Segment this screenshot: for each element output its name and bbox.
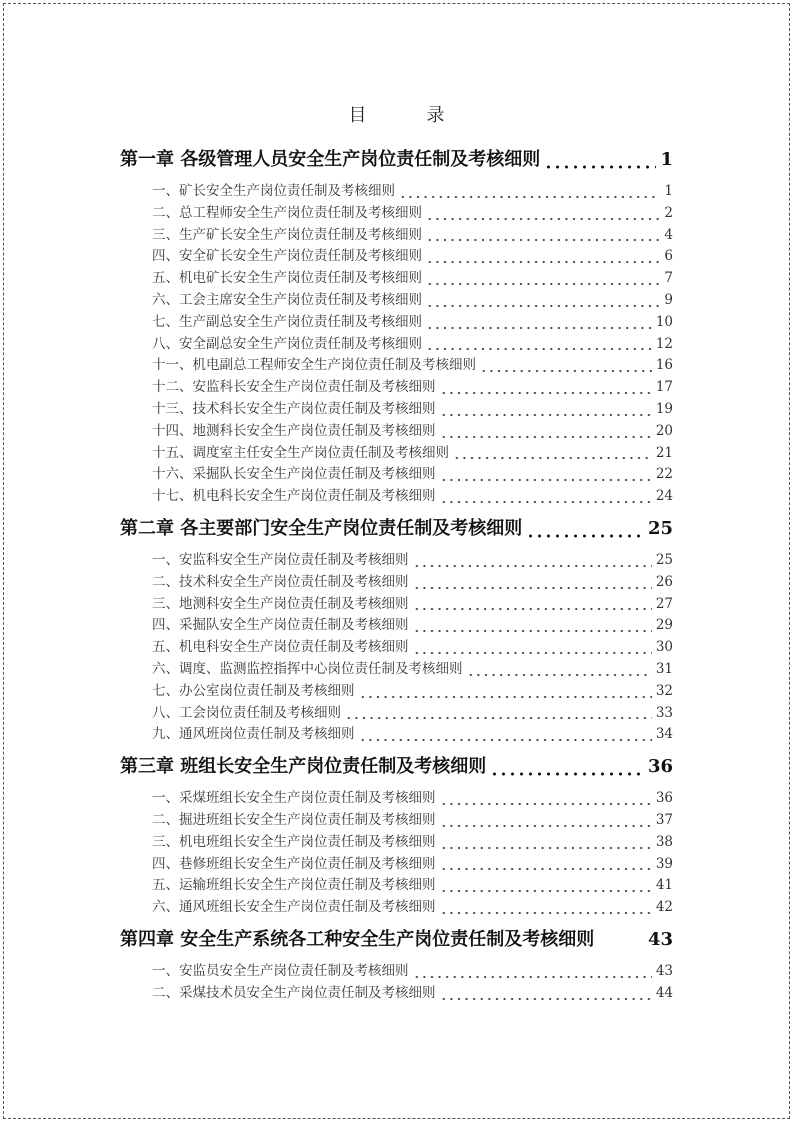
toc-entry[interactable] (120, 810, 673, 832)
toc-entry[interactable] (120, 225, 673, 247)
toc-title-char: 目 (348, 105, 367, 126)
toc-entry-page-number: 44 (655, 984, 673, 1001)
dot-leader (345, 716, 652, 720)
toc-entry-label: 八、工会岗位责任制及考核细则 (152, 704, 341, 721)
toc-entry[interactable] (120, 637, 673, 659)
dot-leader (480, 369, 652, 373)
toc-entry-page-number: 10 (655, 313, 673, 330)
toc-entry[interactable] (120, 312, 673, 334)
dot-leader (440, 478, 652, 482)
toc-entry[interactable] (120, 854, 673, 876)
toc-entry-label: 十四、地测科长安全生产岗位责任制及考核细则 (152, 422, 436, 439)
dot-leader (413, 607, 652, 611)
toc-entry[interactable] (120, 832, 673, 854)
toc-section (120, 144, 673, 508)
toc-entry-label: 一、采煤班组长安全生产岗位责任制及考核细则 (152, 790, 436, 807)
toc-entry-label: 七、办公室岗位责任制及考核细则 (152, 682, 355, 699)
toc-entry-label: 四、安全矿长安全生产岗位责任制及考核细则 (152, 248, 422, 265)
dot-leader (426, 282, 660, 286)
dot-leader (440, 824, 652, 828)
toc-section (120, 513, 673, 746)
dot-leader (399, 195, 660, 199)
dot-leader (440, 889, 652, 893)
dot-leader (440, 802, 652, 806)
dot-leader (426, 260, 660, 264)
toc-chapter-label: 第一章 各级管理人员安全生产岗位责任制及考核细则 (120, 149, 541, 170)
dot-leader (413, 975, 652, 979)
toc-entry-label: 四、巷修班组长安全生产岗位责任制及考核细则 (152, 855, 436, 872)
dot-leader (413, 651, 652, 655)
toc-entry-page-number: 37 (655, 811, 673, 828)
dot-leader (426, 326, 652, 330)
toc-entry[interactable] (120, 443, 673, 465)
toc-entry-label: 六、调度、监测监控指挥中心岗位责任制及考核细则 (152, 660, 463, 677)
toc-entry[interactable] (120, 203, 673, 225)
dot-leader (544, 165, 656, 169)
dot-leader (453, 456, 652, 460)
toc-title-char: 录 (426, 105, 445, 126)
dot-leader (426, 217, 660, 221)
dot-leader (440, 435, 652, 439)
toc-entry-page-number: 9 (664, 291, 673, 308)
toc-entry-page-number: 17 (655, 379, 673, 396)
toc-entry-page-number: 41 (655, 877, 673, 894)
toc-entry-page-number: 21 (655, 444, 673, 461)
toc-entry-page-number: 43 (655, 962, 673, 979)
dot-leader (440, 846, 652, 850)
toc-entry-label: 二、采煤技术员安全生产岗位责任制及考核细则 (152, 984, 436, 1001)
toc-chapter-page-number: 36 (647, 756, 673, 778)
toc-entry-label: 二、掘进班组长安全生产岗位责任制及考核细则 (152, 811, 436, 828)
toc-entry-page-number: 27 (655, 595, 673, 612)
toc-section (120, 751, 673, 919)
toc-chapter-label: 第四章 安全生产系统各工种安全生产岗位责任制及考核细则 (120, 928, 595, 950)
dot-leader (359, 738, 652, 742)
toc-chapter-page-number: 1 (660, 149, 673, 170)
toc-entry-label: 一、安监科安全生产岗位责任制及考核细则 (152, 551, 409, 568)
toc-entry[interactable] (120, 724, 673, 746)
toc-entry-page-number: 6 (664, 248, 673, 265)
table-of-contents (120, 144, 673, 1010)
toc-entry[interactable] (120, 268, 673, 290)
toc-entry-label: 五、机电矿长安全生产岗位责任制及考核细则 (152, 270, 422, 287)
toc-chapter-label: 第三章 班组长安全生产岗位责任制及考核细则 (120, 756, 487, 778)
toc-entry[interactable] (120, 334, 673, 356)
toc-entry-page-number: 33 (655, 704, 673, 721)
toc-entry[interactable] (120, 246, 673, 268)
dot-leader (413, 629, 652, 633)
toc-entry-label: 六、工会主席安全生产岗位责任制及考核细则 (152, 291, 422, 308)
toc-entry-page-number: 31 (655, 660, 673, 677)
dot-leader (467, 673, 652, 677)
toc-chapter[interactable] (120, 513, 673, 545)
toc-entry-label: 十三、技术科长安全生产岗位责任制及考核细则 (152, 400, 436, 417)
toc-entry[interactable] (120, 897, 673, 919)
toc-chapter-page-number: 25 (647, 517, 673, 539)
toc-entry-page-number: 39 (655, 855, 673, 872)
toc-entry-page-number: 1 (664, 183, 673, 199)
toc-entry-label: 十五、调度室主任安全生产岗位责任制及考核细则 (152, 444, 449, 461)
dot-leader (426, 347, 652, 351)
dot-leader (359, 695, 652, 699)
toc-entry-label: 三、生产矿长安全生产岗位责任制及考核细则 (152, 226, 422, 243)
dot-leader (440, 500, 652, 504)
toc-entry[interactable] (120, 983, 673, 1005)
toc-entry-label: 九、通风班岗位责任制及考核细则 (152, 726, 355, 743)
toc-entry-label: 六、通风班组长安全生产岗位责任制及考核细则 (152, 899, 436, 916)
toc-entry-page-number: 32 (655, 682, 673, 699)
toc-entry[interactable] (120, 181, 673, 203)
toc-entry[interactable] (120, 486, 673, 508)
toc-entry[interactable] (120, 421, 673, 443)
toc-entry-page-number: 26 (655, 573, 673, 590)
toc-entry-label: 四、采掘队安全生产岗位责任制及考核细则 (152, 617, 409, 634)
toc-chapter-label: 第二章 各主要部门安全生产岗位责任制及考核细则 (120, 517, 523, 539)
toc-entry-page-number: 24 (655, 488, 673, 505)
toc-chapter[interactable] (120, 924, 673, 956)
toc-entry-label: 十一、机电副总工程师安全生产岗位责任制及考核细则 (152, 357, 476, 374)
toc-entry-page-number: 22 (655, 466, 673, 483)
toc-entry[interactable] (120, 703, 673, 725)
toc-entry-label: 三、机电班组长安全生产岗位责任制及考核细则 (152, 833, 436, 850)
toc-entry-page-number: 34 (655, 726, 673, 743)
toc-entry-page-number: 36 (655, 790, 673, 807)
toc-entry-page-number: 29 (655, 617, 673, 634)
dot-leader (440, 391, 652, 395)
toc-entry-page-number: 2 (664, 204, 673, 221)
toc-entry-label: 二、总工程师安全生产岗位责任制及考核细则 (152, 204, 422, 221)
toc-entry-label: 十六、采掘队长安全生产岗位责任制及考核细则 (152, 466, 436, 483)
toc-entry-page-number: 20 (655, 422, 673, 439)
toc-entry[interactable] (120, 961, 673, 983)
dot-leader (440, 997, 652, 1001)
dot-leader (526, 534, 644, 538)
toc-entry-page-number: 30 (655, 639, 673, 656)
toc-entry[interactable] (120, 290, 673, 312)
toc-entry-label: 五、机电科安全生产岗位责任制及考核细则 (152, 639, 409, 656)
toc-entry-page-number: 19 (655, 400, 673, 417)
toc-section (120, 924, 673, 1005)
toc-entry-label: 一、安监员安全生产岗位责任制及考核细则 (152, 962, 409, 979)
toc-entry-label: 三、地测科安全生产岗位责任制及考核细则 (152, 595, 409, 612)
toc-entry-page-number: 16 (655, 357, 673, 374)
dot-leader (594, 945, 648, 949)
dot-leader (426, 304, 660, 308)
toc-title (0, 104, 793, 128)
toc-entry-page-number: 38 (655, 833, 673, 850)
toc-entry[interactable] (120, 550, 673, 572)
toc-entry-label: 七、生产副总安全生产岗位责任制及考核细则 (152, 313, 422, 330)
toc-chapter[interactable] (120, 144, 673, 176)
toc-entry-page-number: 7 (664, 270, 673, 287)
toc-entry[interactable] (120, 875, 673, 897)
toc-entry[interactable] (120, 681, 673, 703)
toc-entry-label: 五、运输班组长安全生产岗位责任制及考核细则 (152, 877, 436, 894)
toc-entry-page-number: 25 (655, 551, 673, 568)
dot-leader (440, 413, 652, 417)
toc-chapter[interactable] (120, 751, 673, 783)
toc-entry-label: 十七、机电科长安全生产岗位责任制及考核细则 (152, 488, 436, 505)
dot-leader (440, 911, 652, 915)
toc-entry[interactable] (120, 399, 673, 421)
dot-leader (413, 564, 652, 568)
toc-entry-label: 十二、安监科长安全生产岗位责任制及考核细则 (152, 379, 436, 396)
dot-leader (413, 586, 652, 590)
toc-entry[interactable] (120, 615, 673, 637)
toc-entry-label: 一、矿长安全生产岗位责任制及考核细则 (152, 183, 395, 199)
toc-entry-page-number: 42 (655, 899, 673, 916)
toc-chapter-page-number: 43 (647, 928, 673, 950)
toc-entry[interactable] (120, 355, 673, 377)
toc-entry-page-number: 4 (664, 226, 673, 243)
toc-entry[interactable] (120, 572, 673, 594)
toc-entry[interactable] (120, 377, 673, 399)
toc-entry-label: 八、安全副总安全生产岗位责任制及考核细则 (152, 335, 422, 352)
dot-leader (440, 867, 652, 871)
dot-leader (426, 238, 660, 242)
toc-entry[interactable] (120, 788, 673, 810)
dot-leader (490, 772, 644, 776)
toc-entry[interactable] (120, 464, 673, 486)
toc-entry-label: 二、技术科安全生产岗位责任制及考核细则 (152, 573, 409, 590)
toc-entry[interactable] (120, 594, 673, 616)
toc-entry[interactable] (120, 659, 673, 681)
toc-entry-page-number: 12 (655, 335, 673, 352)
